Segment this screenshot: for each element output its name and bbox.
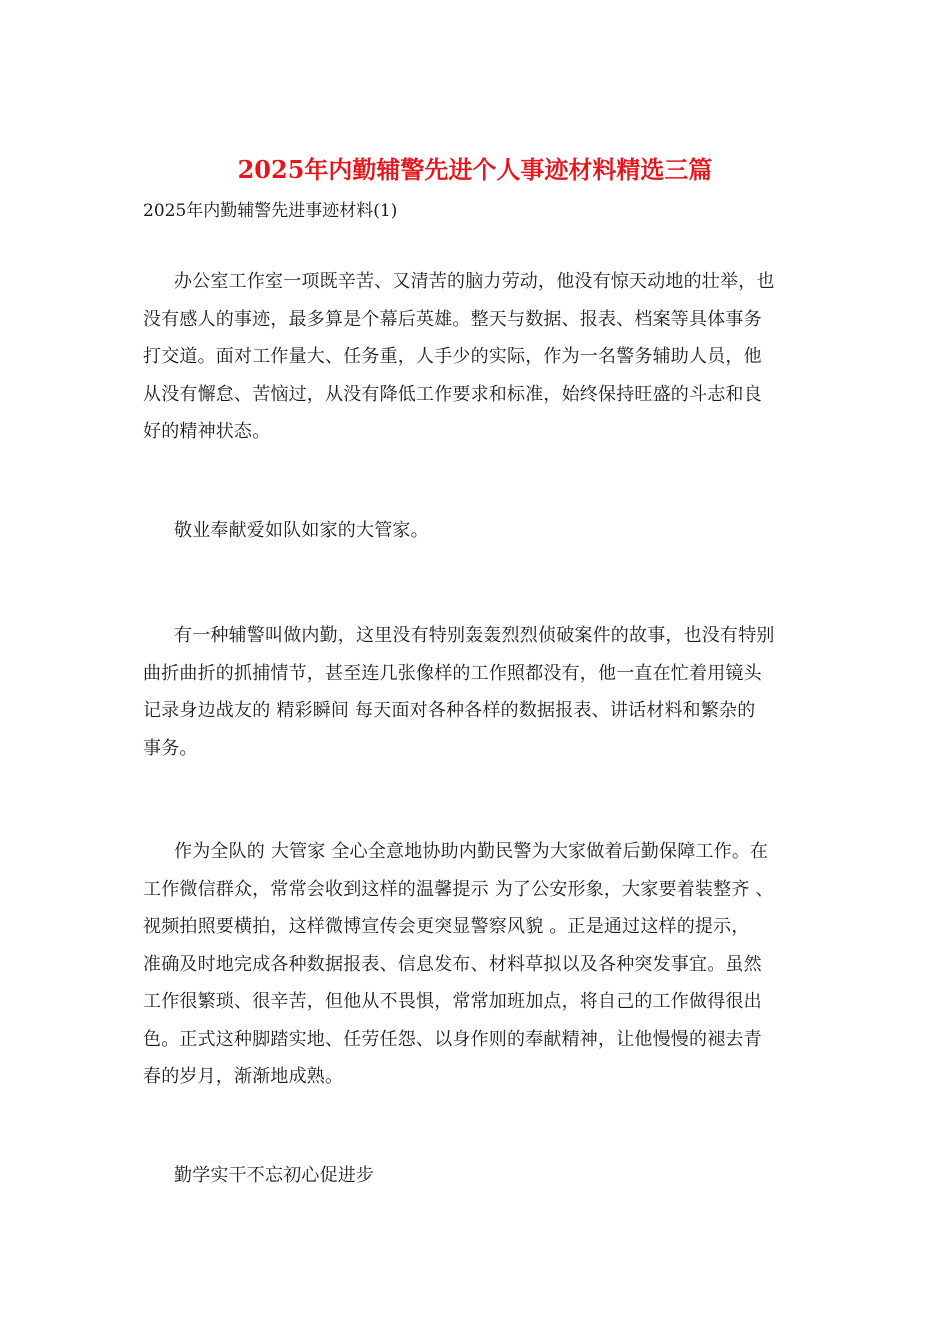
paragraph-5 [143, 1157, 813, 1195]
paragraph-line: 色。正式这种脚踏实地、任劳任怨、以身作则的奉献精神，让他慢慢的褪去青 [143, 1028, 762, 1050]
paragraph-line: 工作微信群众，常常会收到这样的温馨提示 为了公安形象，大家要着装整齐 、 [143, 878, 774, 900]
paragraph-line: 春的岁月，渐渐地成熟。 [143, 1066, 344, 1087]
paragraph-line: 勤学实干不忘初心促进步 [174, 1165, 375, 1186]
paragraph-line: 准确及时地完成各种数据报表、信息发布、材料草拟以及各种突发事宜。虽然 [143, 953, 762, 975]
paragraph-line: 办公室工作室一项既辛苦、又清苦的脑力劳动，他没有惊天动地的壮举，也 [174, 271, 775, 292]
paragraph-line: 好的精神状态。 [143, 421, 271, 442]
paragraph-line: 从没有懈怠、苦恼过，从没有降低工作要求和标准，始终保持旺盛的斗志和良 [143, 383, 762, 405]
document-subtitle: 2025年内勤辅警先进事迹材料(1) [143, 201, 398, 221]
paragraph-line: 曲折曲折的抓捕情节，甚至连几张像样的工作照都没有，他一直在忙着用镜头 [143, 662, 762, 684]
document-title: 2025年内勤辅警先进个人事迹材料精选三篇 [237, 155, 713, 184]
paragraph-line: 有一种辅警叫做内勤，这里没有特别轰轰烈烈侦破案件的故事，也没有特别 [174, 625, 775, 646]
paragraph-line: 没有感人的事迹，最多算是个幕后英雄。整天与数据、报表、档案等具体事务 [143, 308, 762, 330]
paragraph-line: 打交道。面对工作量大、任务重，人手少的实际，作为一名警务辅助人员，他 [143, 346, 762, 367]
paragraph-line: 记录身边战友的 精彩瞬间 每天面对各种各样的数据报表、讲话材料和繁杂的 [143, 700, 756, 721]
paragraph-line: 事务。 [143, 737, 198, 759]
paragraph-line: 敬业奉献爱如队如家的大管家。 [174, 520, 429, 541]
paragraph-2 [143, 512, 813, 550]
paragraph-3 [143, 617, 813, 767]
paragraph-4 [143, 833, 813, 1096]
paragraph-1 [143, 263, 813, 451]
paragraph-line: 视频拍照要横拍，这样微博宣传会更突显警察风貌 。正是通过这样的提示， [143, 916, 750, 937]
paragraph-line: 工作很繁琐、很辛苦，但他从不畏惧，常常加班加点，将自己的工作做得很出 [143, 991, 762, 1012]
paragraph-line: 作为全队的 大管家 全心全意地协助内勤民警为大家做着后勤保障工作。在 [174, 841, 769, 862]
